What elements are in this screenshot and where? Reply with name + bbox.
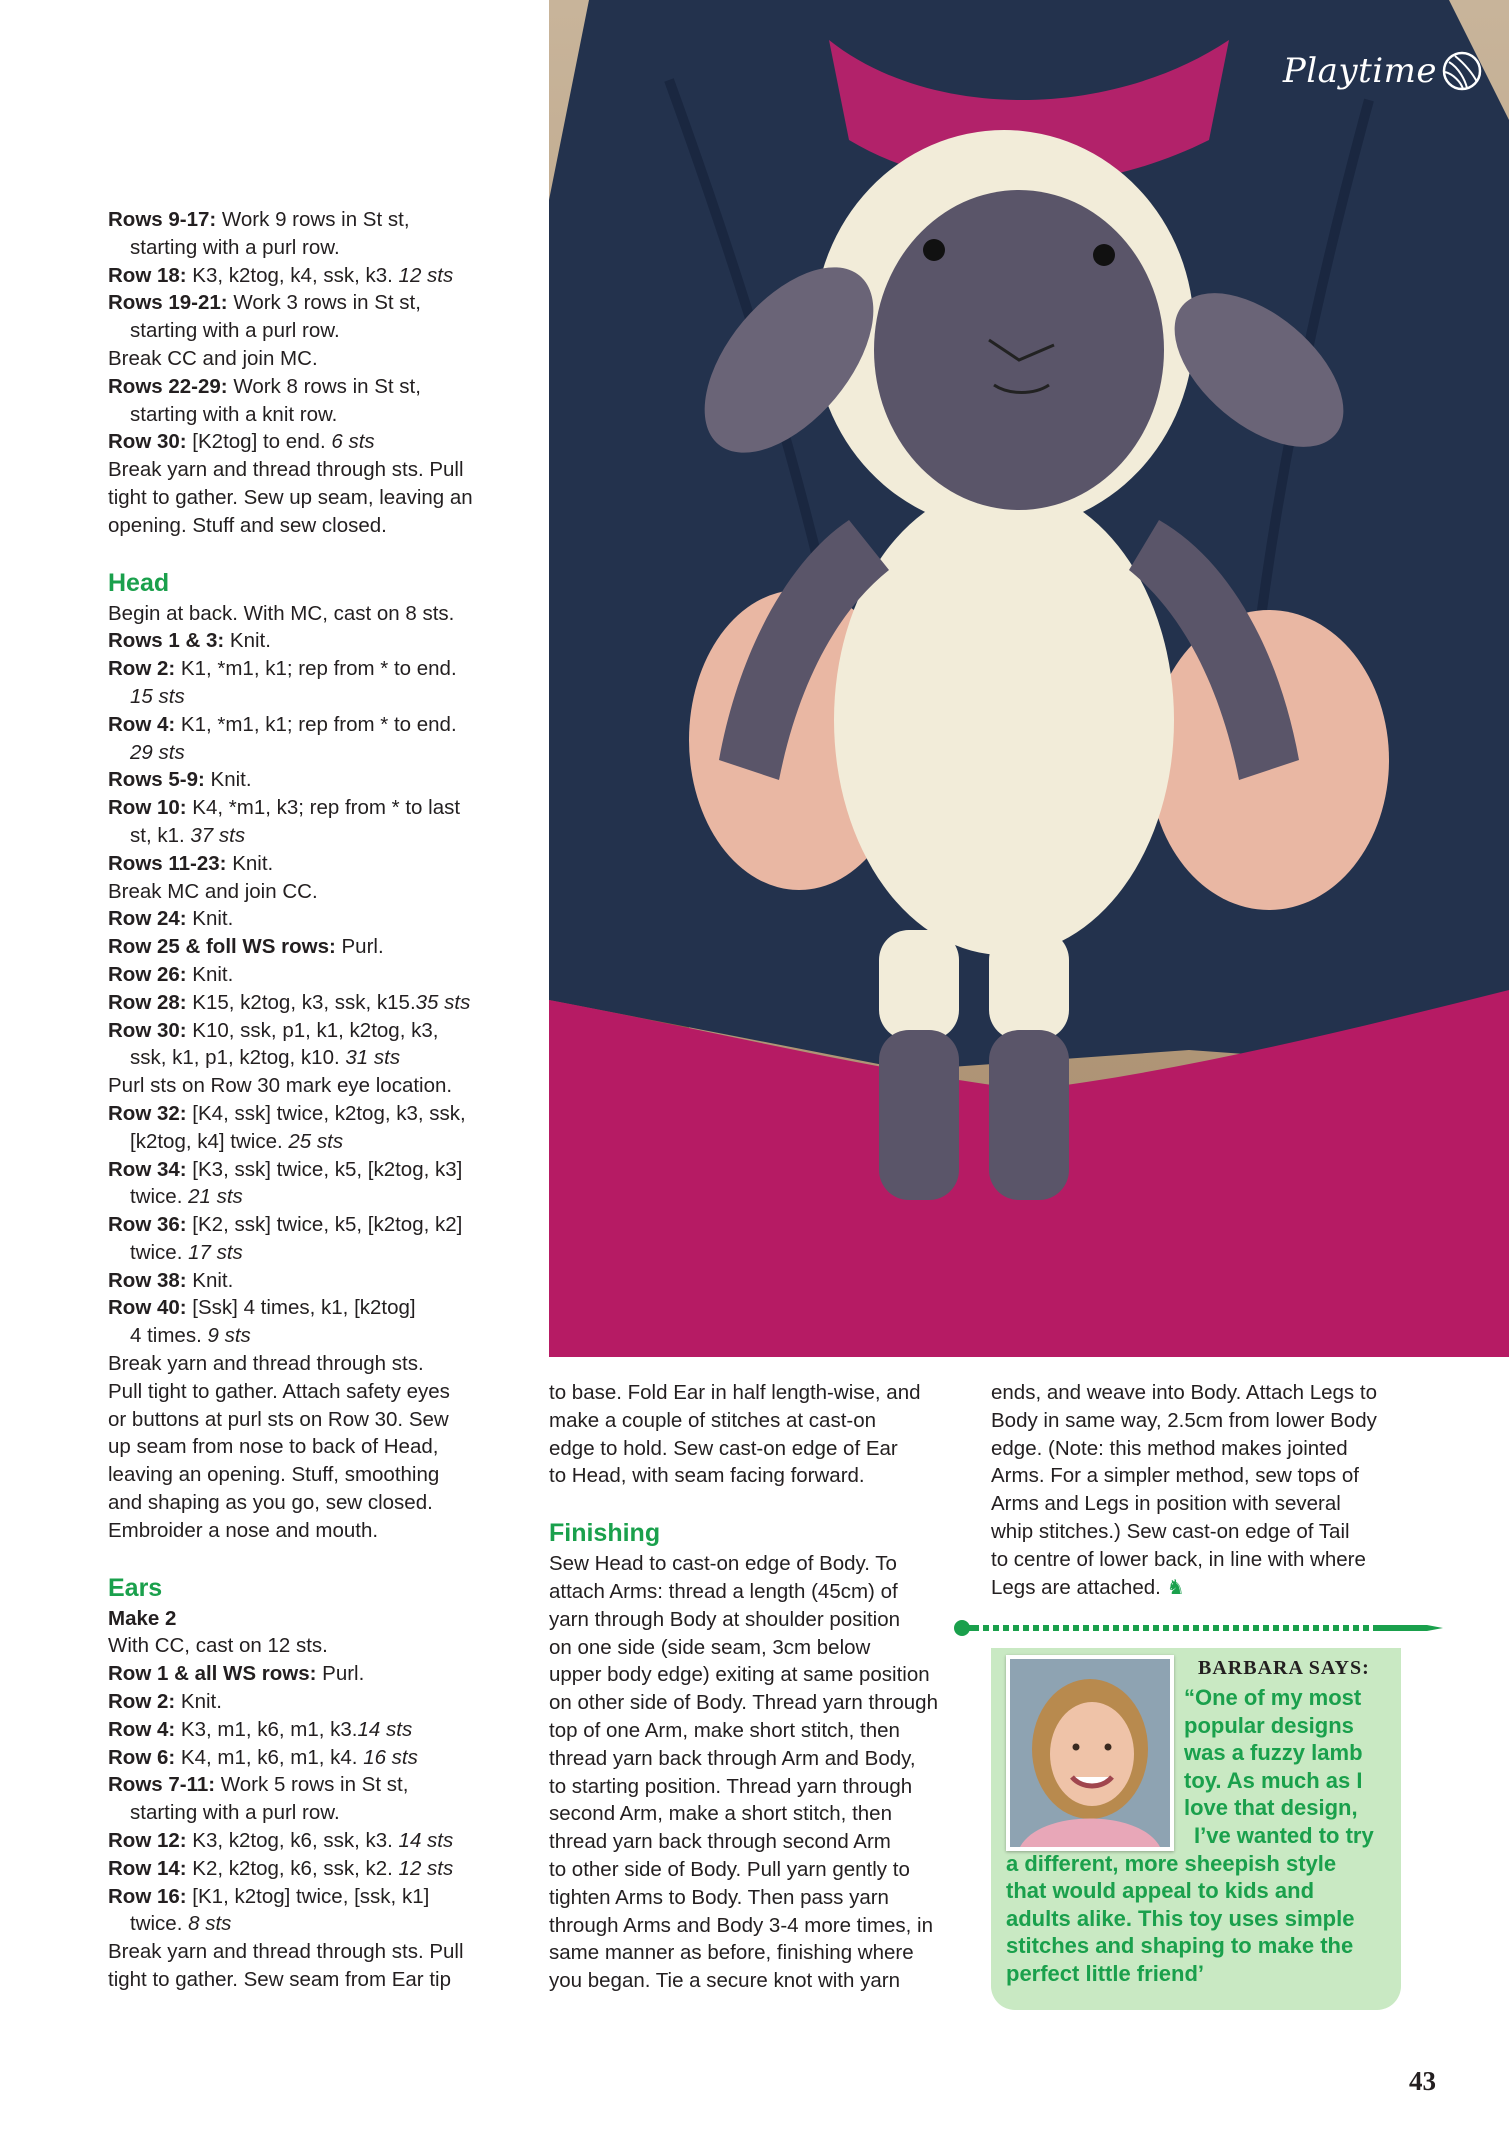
row-label: Row 10: <box>108 796 187 820</box>
instruction-text: [Ssk] 4 times, k1, [k2tog] <box>186 1296 416 1320</box>
instruction-text: [K2, ssk] twice, k5, [k2tog, k2] <box>186 1213 463 1237</box>
text-line <box>549 1634 969 1662</box>
row-label: Row 26: <box>108 962 187 986</box>
instruction-text: to Head, with seam facing forward. <box>549 1464 865 1488</box>
instruction-text: K3, k2tog, k4, ssk, k3. <box>186 263 399 287</box>
text-line <box>108 1744 538 1772</box>
text-line <box>108 1072 538 1100</box>
instruction-text: attach Arms: thread a length (45cm) of <box>549 1579 898 1603</box>
text-line <box>108 1211 538 1239</box>
row-label: Make 2 <box>108 1606 177 1630</box>
stitch-count: 31 sts <box>345 1046 401 1070</box>
instruction-text: Work 9 rows in St st, <box>216 208 410 231</box>
text-line <box>108 484 538 512</box>
instruction-text: on other side of Body. Thread yarn through <box>549 1691 938 1715</box>
photo-knitted-lamb <box>549 0 1509 1357</box>
instruction-text: [K2tog] to end. <box>186 430 332 454</box>
stitch-count: 16 sts <box>363 1745 418 1769</box>
quote-line: popular designs <box>1184 1712 1354 1738</box>
knitting-needle-divider <box>953 1619 1443 1637</box>
text-line <box>991 1546 1411 1574</box>
text-line <box>108 1044 538 1072</box>
text-line <box>108 1294 538 1322</box>
text-line <box>108 794 538 822</box>
text-line <box>108 1461 538 1489</box>
instruction-text: tight to gather. Sew up seam, leaving an <box>108 485 473 509</box>
instruction-text: up seam from nose to back of Head, <box>108 1435 439 1459</box>
stitch-count: 14 sts <box>398 1829 454 1853</box>
row-label: Rows 11-23: <box>108 851 227 875</box>
designer-portrait <box>1006 1655 1174 1851</box>
text-line <box>108 933 538 961</box>
text-line <box>108 262 538 290</box>
instruction-text: Purl. <box>316 1662 365 1686</box>
instruction-text: K3, k2tog, k6, ssk, k3. <box>186 1829 399 1853</box>
text-line <box>108 1910 538 1938</box>
quote-line: was a fuzzy lamb <box>1184 1740 1363 1766</box>
quote-line: adults alike. This toy uses simple <box>1006 1905 1355 1931</box>
instruction-text: Break yarn and thread through sts. Pull <box>108 458 464 482</box>
instruction-text: edge to hold. Sew cast-on edge of Ear <box>549 1436 898 1460</box>
text-line <box>108 822 538 850</box>
stitch-count: 35 sts <box>415 990 471 1014</box>
text-line <box>549 1435 969 1463</box>
text-line <box>549 1462 969 1490</box>
instruction-text: [K1, k2tog] twice, [ssk, k1] <box>186 1884 430 1908</box>
text-line <box>549 1856 969 1884</box>
text-line <box>108 401 538 429</box>
text-line <box>549 1407 969 1435</box>
row-label: Row 14: <box>108 1856 187 1880</box>
text-line <box>108 206 538 234</box>
instruction-text: starting with a purl row. <box>130 319 340 343</box>
row-label: Row 6: <box>108 1745 176 1769</box>
instruction-text: opening. Stuff and sew closed. <box>108 513 387 537</box>
text-line <box>108 683 538 711</box>
text-line <box>108 373 538 401</box>
text-line <box>549 1828 969 1856</box>
quote-line: I’ve wanted to try <box>1194 1823 1374 1848</box>
text-line <box>108 345 538 373</box>
instruction-text: Legs are attached. <box>991 1575 1167 1599</box>
quote-label: BARBARA SAYS: <box>1198 1657 1370 1679</box>
instruction-text: Work 3 rows in St st, <box>227 291 421 315</box>
instruction-text: leaving an opening. Stuff, smoothing <box>108 1463 440 1487</box>
row-label: Row 34: <box>108 1157 187 1181</box>
text-line <box>108 739 538 767</box>
section-heading: Finishing <box>549 1519 661 1548</box>
text-line <box>108 600 538 628</box>
instruction-text: tighten Arms to Body. Then pass yarn <box>549 1885 889 1909</box>
stitch-count: 12 sts <box>398 263 454 287</box>
text-line <box>108 1855 538 1883</box>
text-line <box>108 1128 538 1156</box>
instruction-text: Pull tight to gather. Attach safety eyes <box>108 1379 450 1403</box>
text-line <box>549 1967 969 1995</box>
row-label: Row 30: <box>108 1018 187 1042</box>
row-label: Row 2: <box>108 657 176 681</box>
instruction-text: Break CC and join MC. <box>108 346 318 370</box>
instruction-text: Break MC and join CC. <box>108 879 318 903</box>
text-line <box>549 1578 969 1606</box>
text-line <box>991 1435 1411 1463</box>
instruction-text: Begin at back. With MC, cast on 8 sts. <box>108 601 455 625</box>
text-line <box>549 1550 969 1578</box>
row-label: Row 12: <box>108 1829 187 1853</box>
instruction-text: [K4, ssk] twice, k2tog, k3, ssk, <box>186 1101 466 1125</box>
text-line <box>108 428 538 456</box>
text-line <box>108 1017 538 1045</box>
row-label: Row 24: <box>108 907 187 931</box>
text-line <box>549 1661 969 1689</box>
stitch-count: 17 sts <box>188 1240 243 1264</box>
instruction-text: Knit. <box>175 1690 222 1714</box>
instruction-text: Knit. <box>186 1268 234 1292</box>
text-line <box>108 1239 538 1267</box>
instruction-text: Sew Head to cast-on edge of Body. To <box>549 1552 897 1576</box>
text-line <box>108 1605 538 1633</box>
instruction-text: twice. <box>130 1185 189 1209</box>
instruction-text: make a couple of stitches at cast-on <box>549 1408 877 1432</box>
instruction-text: twice. <box>130 1912 189 1936</box>
text-line <box>108 289 538 317</box>
quote-line: “One of my most <box>1184 1685 1362 1710</box>
text-line <box>108 1883 538 1911</box>
instruction-text: starting with a purl row. <box>130 1801 340 1825</box>
row-label: Row 25 & foll WS rows: <box>108 935 336 959</box>
text-line <box>108 1433 538 1461</box>
text-line <box>108 905 538 933</box>
instruction-text: K1, *m1, k1; rep from * to end. <box>175 657 457 681</box>
stitch-count: 14 sts <box>357 1717 413 1741</box>
text-line <box>108 1688 538 1716</box>
instruction-text: Arms and Legs in position with several <box>991 1492 1341 1516</box>
row-label: Row 30: <box>108 430 187 454</box>
row-label: Rows 19-21: <box>108 291 228 315</box>
section-heading: Ears <box>108 1573 163 1602</box>
stitch-count: 21 sts <box>188 1185 243 1209</box>
stitch-count: 12 sts <box>398 1856 454 1880</box>
text-line <box>108 1489 538 1517</box>
instruction-text: you began. Tie a secure knot with yarn <box>549 1969 900 1993</box>
text-line <box>108 850 538 878</box>
text-line <box>549 1745 969 1773</box>
quote-line: love that design, <box>1184 1795 1358 1821</box>
row-label: Row 32: <box>108 1101 187 1125</box>
row-label: Row 18: <box>108 263 187 287</box>
row-label: Row 36: <box>108 1213 187 1237</box>
instruction-text: Arms. For a simpler method, sew tops of <box>991 1464 1359 1488</box>
instruction-text: to starting position. Thread yarn through <box>549 1774 913 1798</box>
instruction-text: or buttons at purl sts on Row 30. Sew <box>108 1407 449 1431</box>
text-line <box>108 317 538 345</box>
instruction-text: Break yarn and thread through sts. <box>108 1352 424 1376</box>
section-tag: Playtime <box>1283 50 1483 92</box>
instruction-text: ssk, k1, p1, k2tog, k10. <box>130 1046 346 1070</box>
end-mark-icon: ♞ <box>1166 1575 1185 1599</box>
instruction-text: Knit. <box>186 907 234 931</box>
stitch-count: 8 sts <box>188 1912 232 1936</box>
stitch-count: 29 sts <box>130 740 185 764</box>
instruction-text: K2, k2tog, k6, ssk, k2. <box>186 1856 399 1880</box>
quote-line: perfect little friend’ <box>1006 1961 1205 1986</box>
text-line <box>108 1378 538 1406</box>
row-label: Row 28: <box>108 990 187 1014</box>
text-line <box>108 1350 538 1378</box>
instruction-text: twice. <box>130 1240 189 1264</box>
quote-line: stitches and shaping to make the <box>1006 1933 1354 1959</box>
pattern-column-right <box>991 1379 1411 1601</box>
quote-line: a different, more sheepish style <box>1006 1850 1337 1876</box>
instruction-text: to centre of lower back, in line with where <box>991 1547 1366 1571</box>
text-line <box>549 1379 969 1407</box>
text-line <box>549 1939 969 1967</box>
stitch-count: 15 sts <box>130 684 185 708</box>
instruction-text: thread yarn back through second Arm <box>549 1830 891 1854</box>
instruction-text: K10, ssk, p1, k1, k2tog, k3, <box>186 1018 439 1042</box>
row-label: Rows 7-11: <box>108 1773 216 1797</box>
text-line <box>108 1406 538 1434</box>
yarn-ball-icon <box>1441 50 1483 92</box>
instruction-text: second Arm, make a short stitch, then <box>549 1802 892 1826</box>
instruction-text: K4, *m1, k3; rep from * to last <box>186 796 461 820</box>
instruction-text: K3, m1, k6, m1, k3. <box>175 1717 358 1741</box>
row-label: Rows 5-9: <box>108 768 205 792</box>
text-line <box>991 1407 1411 1435</box>
text-line <box>108 1966 538 1994</box>
text-line <box>108 512 538 540</box>
stitch-count: 9 sts <box>207 1324 251 1348</box>
instruction-text: and shaping as you go, sew closed. <box>108 1491 433 1515</box>
text-line <box>108 1517 538 1545</box>
text-line <box>108 1827 538 1855</box>
page-number: 43 <box>1409 2066 1436 2096</box>
text-line <box>549 1717 969 1745</box>
stitch-count: 6 sts <box>331 430 375 454</box>
instruction-text: Work 5 rows in St st, <box>215 1773 409 1797</box>
row-label: Row 2: <box>108 1690 176 1714</box>
row-label: Row 40: <box>108 1296 187 1320</box>
instruction-text: Knit. <box>224 629 271 653</box>
text-line <box>108 1716 538 1744</box>
text-line <box>108 1156 538 1184</box>
text-line <box>991 1518 1411 1546</box>
row-label: Rows 9-17: <box>108 208 217 231</box>
instruction-text: upper body edge) exiting at same position <box>549 1663 930 1687</box>
text-line <box>549 1912 969 1940</box>
text-line <box>108 1267 538 1295</box>
text-line <box>108 711 538 739</box>
instruction-text: through Arms and Body 3-4 more times, in <box>549 1913 933 1937</box>
quote-line: that would appeal to kids and <box>1006 1878 1315 1904</box>
text-line <box>108 1100 538 1128</box>
instruction-text: ends, and weave into Body. Attach Legs to <box>991 1381 1377 1404</box>
instruction-text: Knit. <box>226 851 274 875</box>
instruction-text: top of one Arm, make short stitch, then <box>549 1718 900 1742</box>
text-line <box>108 1799 538 1827</box>
instruction-text: same manner as before, finishing where <box>549 1941 914 1965</box>
text-line <box>108 655 538 683</box>
text-line <box>108 1771 538 1799</box>
instruction-text: to other side of Body. Pull yarn gently to <box>549 1857 910 1881</box>
text-line <box>108 627 538 655</box>
section-heading: Head <box>108 568 170 597</box>
stitch-count: 25 sts <box>288 1129 344 1153</box>
instruction-text: Knit. <box>204 768 252 792</box>
row-label: Row 38: <box>108 1268 187 1292</box>
row-label: Row 1 & all WS rows: <box>108 1662 317 1686</box>
instruction-text: K1, *m1, k1; rep from * to end. <box>175 712 457 736</box>
instruction-text: Break yarn and thread through sts. Pull <box>108 1940 464 1964</box>
text-line <box>108 456 538 484</box>
text-line <box>991 1462 1411 1490</box>
text-line <box>108 1938 538 1966</box>
instruction-text: thread yarn back through Arm and Body, <box>549 1746 916 1770</box>
text-line <box>991 1490 1411 1518</box>
instruction-text: to base. Fold Ear in half length-wise, and <box>549 1381 921 1404</box>
text-line <box>108 989 538 1017</box>
text-line <box>549 1800 969 1828</box>
row-label: Row 4: <box>108 712 176 736</box>
text-line <box>549 1773 969 1801</box>
row-label: Rows 1 & 3: <box>108 629 225 653</box>
instruction-text: Knit. <box>186 962 234 986</box>
instruction-text: st, k1. <box>130 823 191 847</box>
text-line <box>108 961 538 989</box>
text-line <box>108 234 538 262</box>
instruction-text: on one side (side seam, 3cm below <box>549 1635 871 1659</box>
instruction-text: Body in same way, 2.5cm from lower Body <box>991 1408 1377 1432</box>
text-line <box>549 1606 969 1634</box>
text-line <box>549 1689 969 1717</box>
instruction-text: [k2tog, k4] twice. <box>130 1129 289 1153</box>
instruction-text: starting with a knit row. <box>130 402 338 426</box>
text-line <box>108 1322 538 1350</box>
text-line <box>108 766 538 794</box>
text-line <box>991 1379 1411 1407</box>
instruction-text: tight to gather. Sew seam from Ear tip <box>108 1968 451 1992</box>
instruction-text: Purl. <box>335 935 384 959</box>
instruction-text: Purl sts on Row 30 mark eye location. <box>108 1074 453 1098</box>
pattern-column-middle <box>549 1379 969 1995</box>
quote-line: toy. As much as I <box>1184 1767 1363 1793</box>
instruction-text: 4 times. <box>130 1324 208 1348</box>
instruction-text: starting with a purl row. <box>130 235 340 259</box>
instruction-text: K4, m1, k6, m1, k4. <box>175 1745 364 1769</box>
text-line <box>108 878 538 906</box>
text-line <box>549 1884 969 1912</box>
text-line <box>108 1183 538 1211</box>
instruction-text: Embroider a nose and mouth. <box>108 1518 379 1542</box>
instruction-text: edge. (Note: this method makes jointed <box>991 1436 1348 1460</box>
instruction-text: Work 8 rows in St st, <box>227 374 421 398</box>
instruction-text: whip stitches.) Sew cast-on edge of Tail <box>991 1519 1350 1543</box>
row-label: Row 16: <box>108 1884 187 1908</box>
row-label: Rows 22-29: <box>108 374 228 398</box>
instruction-text: With CC, cast on 12 sts. <box>108 1634 328 1658</box>
instruction-text: K15, k2tog, k3, ssk, k15. <box>186 990 416 1014</box>
row-label: Row 4: <box>108 1717 176 1741</box>
text-line <box>991 1574 1411 1602</box>
text-line <box>108 1632 538 1660</box>
pattern-column-left <box>108 206 538 1994</box>
instruction-text: [K3, ssk] twice, k5, [k2tog, k3] <box>186 1157 463 1181</box>
instruction-text: yarn through Body at shoulder position <box>549 1607 901 1631</box>
text-line <box>108 1660 538 1688</box>
stitch-count: 37 sts <box>190 823 246 847</box>
